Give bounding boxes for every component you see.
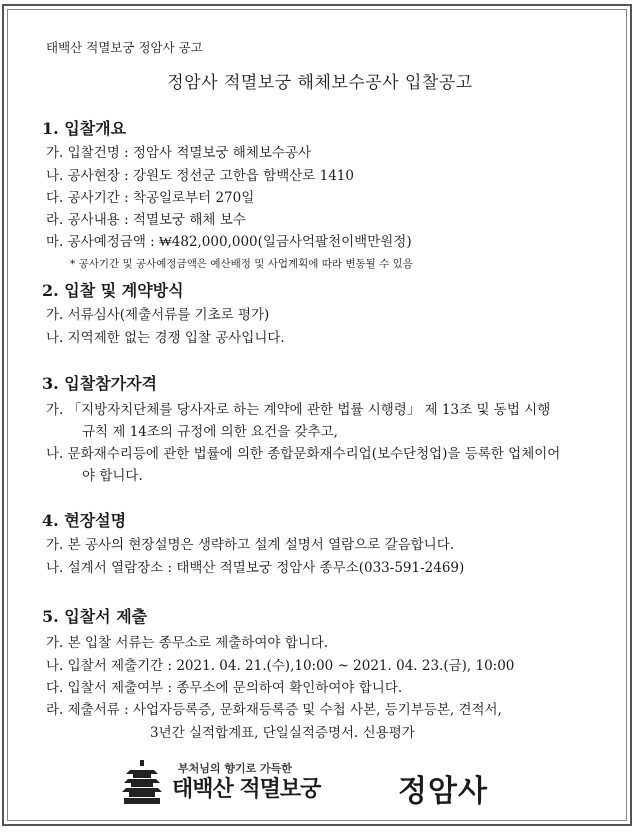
- list-item-continuation: 야 합니다.: [82, 468, 143, 484]
- list-item: 나. 설계서 열람장소 : 태백산 적멸보궁 정암사 종무소(033-591-2469): [46, 560, 465, 576]
- section-heading: 5. 입찰서 제출: [42, 607, 148, 626]
- section-heading: 4. 현장설명: [42, 511, 127, 530]
- section-heading: 1. 입찰개요: [42, 119, 127, 138]
- notice-header: 태백산 적멸보궁 정암사 공고: [46, 40, 203, 55]
- footer-slogan: 부처님의 향기로 가득한: [178, 762, 292, 775]
- footer-site-name: 태백산 적멸보궁: [172, 777, 321, 802]
- section-heading: 2. 입찰 및 계약방식: [42, 281, 184, 300]
- list-item: 가. 본 공사의 현장설명은 생략하고 설계 설명서 열람으로 갈음합니다.: [46, 537, 455, 553]
- temple-logo: [122, 760, 542, 810]
- list-item: 나. 입찰서 제출기간 : 2021. 04. 21.(수),10:00 ~ 2021. 04. 23.(금), 10:00: [46, 658, 515, 674]
- section-heading: 3. 입찰참가자격: [42, 374, 158, 393]
- list-item: 라. 제출서류 : 사업자등록증, 문화재등록증 및 수첩 사본, 등기부등본, 견적서,: [46, 702, 502, 718]
- list-item: 나. 지역제한 없는 경쟁 입찰 공사입니다.: [46, 330, 285, 346]
- list-item: 가. 입찰건명 : 정암사 적멸보궁 해체보수공사: [46, 145, 312, 161]
- list-item: 다. 입찰서 제출여부 : 종무소에 문의하여 확인하여야 합니다.: [46, 680, 403, 696]
- page-title: 정암사 적멸보궁 해체보수공사 입찰공고: [167, 73, 473, 93]
- list-item: 라. 공사내용 : 적멸보궁 해체 보수: [46, 212, 246, 228]
- list-item: 가. 서류심사(제출서류를 기초로 평가): [46, 307, 270, 323]
- list-item: 가. 본 입찰 서류는 종무소로 제출하여야 합니다.: [46, 635, 329, 651]
- list-item: 마. 공사예정금액 : ₩482,000,000(일금사억팔천이백만원정): [46, 234, 412, 250]
- list-item-continuation: 3년간 실적합계표, 단일실적증명서. 신용평가: [150, 725, 415, 741]
- list-item-continuation: 규칙 제 14조의 규정에 의한 요건을 갖추고,: [82, 424, 338, 440]
- list-item: 가. 「지방자치단체를 당사자로 하는 계약에 관한 법률 시행령」 제 13조 및 동법 시행: [46, 402, 551, 418]
- list-item: 나. 문화재수리등에 관한 법률에 의한 종합문화재수리업(보수단청업)을 등록한 업체이어: [46, 446, 561, 462]
- pagoda-icon: [122, 760, 162, 806]
- footer-temple-name: 정암사: [398, 774, 488, 809]
- list-item: 나. 공사현장 : 강원도 정선군 고한읍 함백산로 1410: [46, 168, 354, 184]
- footnote: * 공사기간 및 공사예정금액은 예산배정 및 사업계획에 따라 변동될 수 있음: [70, 258, 413, 270]
- list-item: 다. 공사기간 : 착공일로부터 270일: [46, 190, 255, 206]
